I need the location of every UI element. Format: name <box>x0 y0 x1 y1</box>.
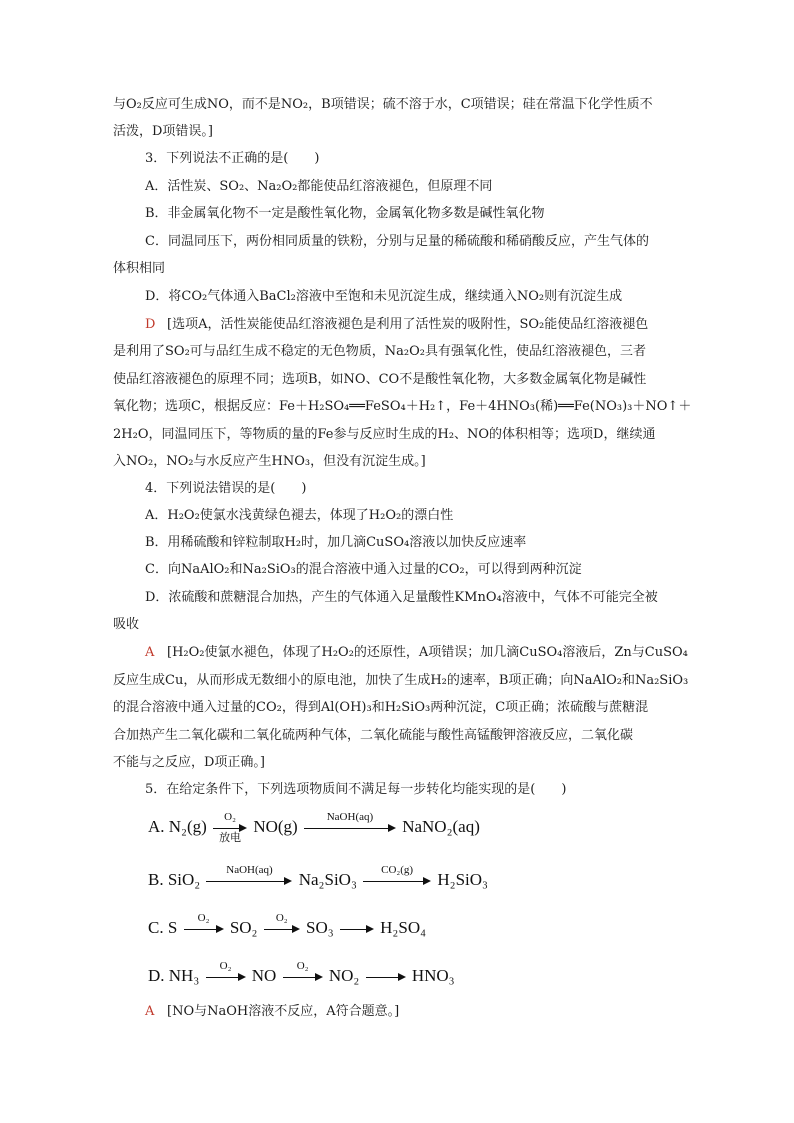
q5-option-d: D. NH₃ O₂ NO O₂ NO₂ HNO₃ <box>148 962 455 992</box>
q4-answer: A <box>145 645 155 660</box>
q5-stem: 5．在给定条件下，下列选项物质间不满足每一步转化均能实现的是( ) <box>145 782 567 797</box>
q4-explanation-line: A [H₂O₂使氯水褪色，体现了H₂O₂的还原性，A项错误；加几滴CuSO₄溶液后，Zn与CuSO₄ <box>145 645 688 660</box>
q3-explanation-line: 使品红溶液褪色的原理不同；选项B，如NO、CO不是酸性氧化物，大多数金属氧化物是碱性 <box>113 372 647 387</box>
reaction-arrow: O₂ <box>283 962 323 992</box>
reaction-arrow: NaOH(aq) <box>304 813 396 843</box>
q2-explanation-line: 与O₂反应可生成NO，而不是NO₂，B项错误；硫不溶于水，C项错误；硅在常温下化学性质不 <box>113 97 653 112</box>
q3-option-c: C．同温同压下，两份相同质量的铁粉，分别与足量的稀硫酸和稀硝酸反应，产生气体的 <box>145 234 649 249</box>
q5-answer: A <box>145 1004 155 1019</box>
q5-option-c: C. S O₂ SO₂ O₂ SO₃ H₂SO₄ <box>148 914 426 944</box>
q4-option-d: D．浓硫酸和蔗糖混合加热，产生的气体通入足量酸性KMnO₄溶液中，气体不可能完全被 <box>145 590 658 605</box>
q3-option-a: A．活性炭、SO₂、Na₂O₂都能使品红溶液褪色，但原理不同 <box>145 179 493 194</box>
reaction-arrow: O₂ <box>184 914 224 944</box>
reaction-arrow: NaOH(aq) <box>206 866 292 896</box>
q4-option-c: C．向NaAlO₂和Na₂SiO₃的混合溶液中通入过量的CO₂，可以得到两种沉淀 <box>145 562 582 577</box>
q3-option-c-cont: 体积相同 <box>113 261 166 276</box>
reaction-arrow: CO₂(g) <box>363 866 431 896</box>
q3-answer: D <box>145 317 156 332</box>
q4-option-b: B．用稀硫酸和锌粒制取H₂时，加几滴CuSO₄溶液以加快反应速率 <box>145 535 527 550</box>
q4-option-a: A．H₂O₂使氯水浅黄绿色褪去，体现了H₂O₂的漂白性 <box>145 508 454 523</box>
q2-explanation-line: 活泼，D项错误。] <box>113 124 213 139</box>
reaction-arrow: O₂ <box>264 914 300 944</box>
q5-option-a: A. N₂(g) O₂ 放电 NO(g) NaOH(aq) NaNO₂(aq) <box>148 811 480 844</box>
q4-explanation-line: 反应生成Cu，从而形成无数细小的原电池，加快了生成H₂的速率，B项正确；向NaAlO₂和Na₂SiO₃ <box>113 673 689 688</box>
q3-explanation-line: 是利用了SO₂可与品红生成不稳定的无色物质，Na₂O₂具有强氧化性，使品红溶液褪色，三者 <box>113 344 646 359</box>
q5-explanation-line: A [NO与NaOH溶液不反应，A符合题意。] <box>145 1004 400 1019</box>
q3-explanation-line: 2H₂O，同温同压下，等物质的量的Fe参与反应时生成的H₂、NO的体积相等；选项D，继续通 <box>113 427 656 442</box>
reaction-arrow: O₂ 放电 <box>213 813 247 843</box>
q3-explanation-line: D [选项A，活性炭能使品红溶液褪色是利用了活性炭的吸附性，SO₂能使品红溶液褪色 <box>145 317 649 332</box>
q5-option-b: B. SiO₂ NaOH(aq) Na₂SiO₃ CO₂(g) H₂SiO₃ <box>148 866 488 896</box>
q3-option-b: B．非金属氧化物不一定是酸性氧化物，金属氧化物多数是碱性氧化物 <box>145 206 545 221</box>
q3-explanation-line: 入NO₂，NO₂与水反应产生HNO₃，但没有沉淀生成。] <box>113 454 426 469</box>
q3-stem: 3．下列说法不正确的是( ) <box>145 151 320 166</box>
reaction-arrow <box>340 914 374 944</box>
reaction-arrow <box>366 962 406 992</box>
q4-explanation-line: 不能与之反应，D项正确。] <box>113 755 265 770</box>
q4-stem: 4．下列说法错误的是( ) <box>145 481 307 496</box>
q4-option-d-cont: 吸收 <box>113 617 140 632</box>
q4-explanation-line: 的混合溶液中通入过量的CO₂，得到Al(OH)₃和H₂SiO₃两种沉淀，C项正确；浓硫酸与蔗糖混 <box>113 700 649 715</box>
reaction-arrow: O₂ <box>206 962 246 992</box>
q3-option-d: D．将CO₂气体通入BaCl₂溶液中至饱和未见沉淀生成，继续通入NO₂则有沉淀生成 <box>145 289 623 304</box>
q4-explanation-line: 合加热产生二氧化碳和二氧化硫两种气体，二氧化硫能与酸性高锰酸钾溶液反应，二氧化碳 <box>113 728 634 743</box>
q3-explanation-line: 氧化物；选项C，根据反应：Fe＋H₂SO₄══FeSO₄＋H₂↑，Fe＋4HNO₃(稀)══Fe(NO₃)₃＋NO↑＋ <box>113 399 692 414</box>
